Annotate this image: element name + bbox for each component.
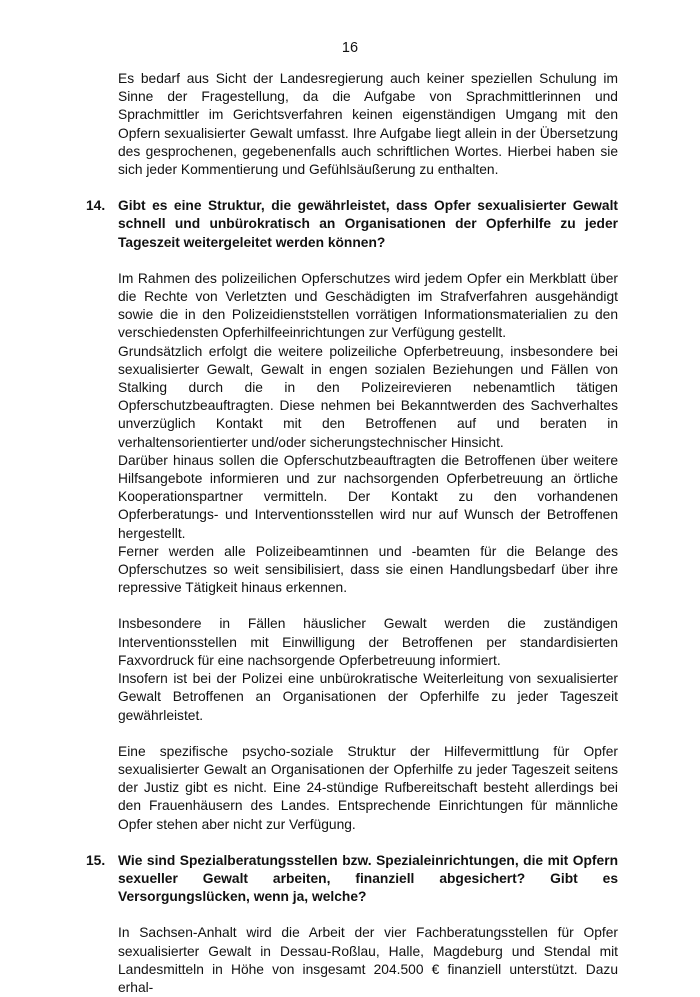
answer-14-paragraph-4: Ferner werden alle Polizeibeamtinnen und -beamten für die Belange des Opferschutzes so weit sensibilisiert, dass sie einen Handlungsbedarf über ihre repressive Tätigkeit hinaus erkennen. <box>118 543 618 596</box>
question-15-number: 15. <box>86 852 106 868</box>
answer-14-paragraph-2: Grundsätzlich erfolgt die weitere polizeiliche Opferbetreuung, insbesondere bei sexualisierter Gewalt, Gewalt in engen sozialen Beziehungen und Fällen von Stalking durch die in den Polizeirevieren nebenamtlich tätigen Opferschutzbeauftragten. Diese nehmen bei Bekanntwerden des Sachverhaltes unverzüglich Kontakt mit den Betroffenen auf und beraten in verhaltensorientierter und/oder sicherungstechnischer Hinsicht. <box>118 343 618 450</box>
answer-14-paragraph-7: Eine spezifische psycho-soziale Struktur der Hilfevermittlung für Opfer sexualisierter Gewalt an Organisationen der Opferhilfe zu jeder Tageszeit seitens der Justiz gibt es nicht. Eine 24-stündige Rufbereitschaft besteht allerdings bei den Frauenhäusern des Landes. Entsprechende Einrichtungen für männliche Opfer stehen aber nicht zur Verfügung. <box>118 743 618 832</box>
answer-15-paragraph-1: In Sachsen-Anhalt wird die Arbeit der vier Fachberatungsstellen für Opfer sexualisierter Gewalt in Dessau-Roßlau, Halle, Magdeburg und Stendal mit Landesmitteln in Höhe von insgesamt 204.500 € finanziell unterstützt. Dazu erhal- <box>118 925 618 995</box>
question-14-text: Gibt es eine Struktur, die gewährleistet, dass Opfer sexualisierter Gewalt schnell und unbürokratisch an Organisationen der Opferhilfe zu jeder Tageszeit weitergeleitet werden können? <box>118 198 618 250</box>
answer-14-paragraph-6: Insofern ist bei der Polizei eine unbürokratische Weiterleitung von sexualisierter Gewalt Betroffenen an Organisationen der Opferhilfe zu jeder Tageszeit gewährleistet. <box>118 671 618 723</box>
paragraph-intro: Es bedarf aus Sicht der Landesregierung auch keiner speziellen Schulung im Sinne der Fragestellung, da die Aufgabe von Sprachmittlerinnen und Sprachmittler im Gerichtsverfahren keinen eigenständigen Umgang mit den Opfern sexualisierter Gewalt umfasst. Ihre Aufgabe liegt allein in der Übersetzung des gesprochenen, gegebenenfalls auch schriftlichen Wortes. Hierbei haben sie sich jeder Kommentierung und Gefühlsäußerung zu enthalten. <box>118 71 618 178</box>
question-14 <box>86 197 618 252</box>
question-15 <box>86 852 618 907</box>
answer-14-paragraph-5: Insbesondere in Fällen häuslicher Gewalt werden die zuständigen Interventionsstellen mit Einwilligung der Betroffenen per standardisierten Faxvordruck für eine nachsorgende Opferbetreuung informiert. <box>118 616 618 668</box>
question-15-text: Wie sind Spezialberatungsstellen bzw. Spezialeinrichtungen, die mit Opfern sexueller Gewalt arbeiten, finanziell abgesichert? Gibt es Versorgungslücken, wenn ja, welche? <box>118 852 618 905</box>
page-body <box>86 70 618 997</box>
page-number: 16 <box>341 40 359 56</box>
answer-14-paragraph-1: Im Rahmen des polizeilichen Opferschutzes wird jedem Opfer ein Merkblatt über die Rechte von Verletzten und Geschädigten im Strafverfahren ausgehändigt sowie die in den Polizeidienststellen vorrätigen Informationsmaterialien zu den verschiedensten Opferhilfeeinrichtungen zur Verfügung gestellt. <box>118 270 618 341</box>
answer-14-paragraph-3: Darüber hinaus sollen die Opferschutzbeauftragten die Betroffenen über weitere Hilfsangebote informieren und zur nachsorgenden Opferbetreuung an örtliche Kooperationspartner vermitteln. Der Kontakt zu den vorhandenen Opferberatungs- und Interventionsstellen wird nur auf Wunsch der Betroffenen hergestellt. <box>118 452 618 541</box>
question-14-number: 14. <box>86 198 106 214</box>
